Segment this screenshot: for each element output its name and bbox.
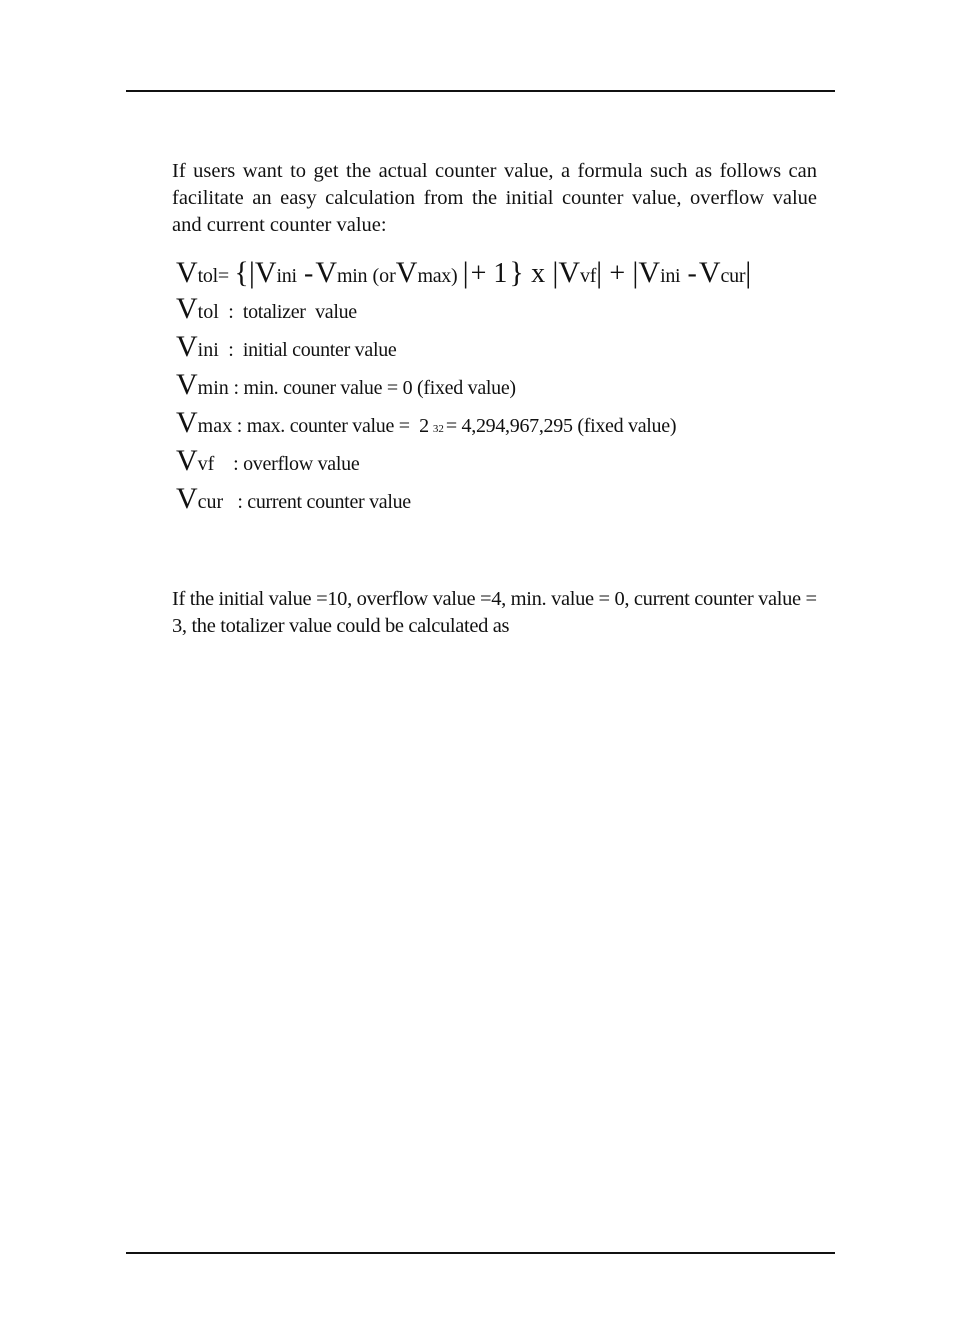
formula-minus: -	[303, 258, 314, 289]
def-sub: min	[197, 377, 229, 399]
formula-times: x	[531, 258, 546, 289]
definition-max	[176, 404, 676, 442]
example-paragraph: If the initial value =10, overflow value =4, min. value = 0, current counter value = 3, the totalizer value could be calculated as	[172, 588, 817, 637]
def-sub: tol	[197, 301, 219, 323]
formula-v: V	[254, 256, 277, 289]
formula-plus-one: + 1	[470, 258, 508, 289]
def-desc: : overflow value	[214, 453, 360, 475]
def-sub: vf	[197, 453, 215, 475]
def-desc: : min. couner value = 0 (fixed value)	[228, 377, 516, 399]
formula-equals: =	[217, 265, 230, 287]
formula-minus: -	[687, 258, 697, 289]
formula-or: (or	[372, 265, 396, 287]
formula-bar: |	[596, 256, 603, 289]
definition-min	[176, 366, 676, 404]
formula-left-brace: {	[234, 256, 249, 289]
formula-bar: |	[632, 256, 639, 289]
header-rule	[126, 90, 835, 92]
formula-sub-tol: tol	[197, 265, 218, 287]
def-superscript: 32	[432, 423, 444, 435]
formula-sub-ini: ini	[660, 265, 681, 287]
variable-definitions	[176, 290, 676, 518]
formula-bar: |	[745, 256, 752, 289]
formula-v: V	[395, 256, 418, 289]
def-desc-continued: = 4,294,967,295 (fixed value)	[445, 415, 677, 437]
formula-v: V	[558, 256, 581, 289]
def-v: V	[176, 368, 198, 401]
def-v: V	[176, 482, 198, 515]
def-v: V	[176, 292, 198, 325]
def-sub: cur	[197, 491, 224, 513]
def-v: V	[176, 330, 198, 363]
formula-sub-max: max)	[417, 265, 458, 287]
definition-cur	[176, 480, 676, 518]
footer-rule	[126, 1252, 835, 1254]
def-desc: : totalizer value	[218, 301, 357, 323]
formula-sub-ini: ini	[276, 265, 297, 287]
formula-v: V	[315, 256, 337, 289]
def-desc: : max. counter value = 2	[232, 415, 429, 437]
formula-sub-min: min	[336, 265, 368, 287]
definition-ini	[176, 328, 676, 366]
formula-bar: |	[552, 256, 559, 289]
formula-plus: +	[609, 258, 626, 289]
formula-sub-vf: vf	[580, 265, 597, 287]
def-sub: ini	[197, 339, 219, 361]
def-desc: : initial counter value	[218, 339, 397, 361]
formula-v: V	[698, 256, 721, 289]
formula-bar: |	[462, 256, 469, 289]
def-v: V	[176, 406, 198, 439]
def-desc: : current counter value	[223, 491, 411, 513]
formula-sub-cur: cur	[720, 265, 746, 287]
def-sub: max	[197, 415, 233, 437]
formula-v: V	[638, 256, 661, 289]
def-v: V	[176, 444, 198, 477]
intro-paragraph: If users want to get the actual counter value, a formula such as follows can facilitate an easy calculation from the initial counter value, overflow value and current counter value:	[172, 160, 817, 236]
definition-tol	[176, 290, 676, 328]
formula-right-brace: }	[509, 256, 524, 289]
definition-vf	[176, 442, 676, 480]
formula-bar: |	[248, 256, 255, 289]
formula-v: V	[176, 256, 198, 289]
